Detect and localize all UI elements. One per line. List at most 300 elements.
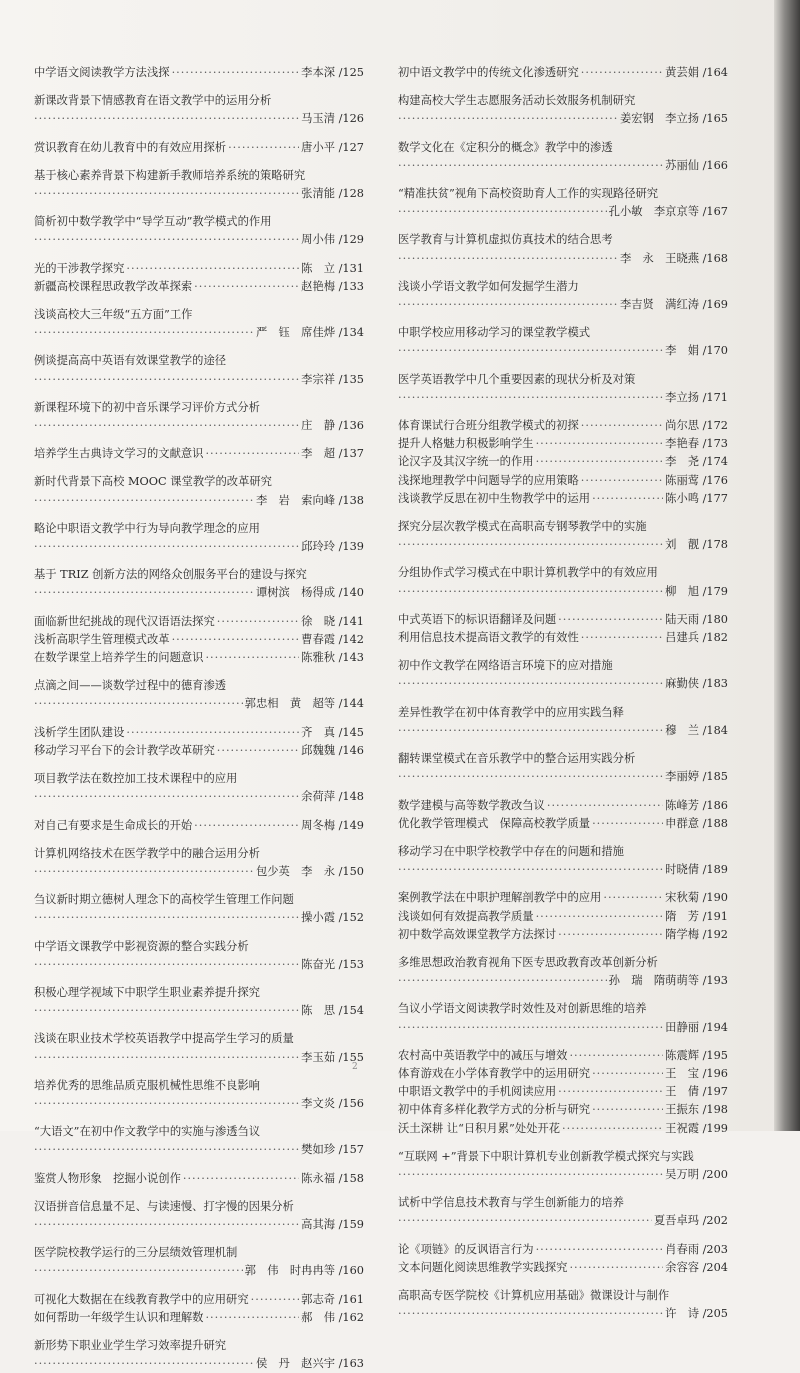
entry-author-page: 包少英 李 永 /150 bbox=[255, 864, 364, 878]
leader-dots bbox=[592, 1101, 663, 1119]
entry-gap bbox=[398, 879, 728, 889]
entry-gap bbox=[34, 463, 364, 473]
toc-entry bbox=[398, 435, 728, 453]
entry-gap bbox=[398, 314, 728, 324]
entry-gap bbox=[398, 833, 728, 843]
entry-gap bbox=[398, 1184, 728, 1194]
entry-title: 中学语文阅读教学方法浅探 bbox=[34, 66, 170, 79]
entry-gap bbox=[34, 203, 364, 213]
entry-title: 数学建模与高等数学教改刍议 bbox=[398, 798, 545, 812]
entry-title: 多维思想政治教育视角下医专思政教育改革创新分析 bbox=[398, 955, 658, 969]
leader-dots bbox=[398, 1019, 663, 1037]
toc-entry bbox=[398, 611, 728, 629]
entry-author-page: 李 尧 /174 bbox=[665, 455, 728, 469]
entry-author-page: 陈 立 /131 bbox=[301, 261, 364, 275]
entry-title: 翻转课堂模式在音乐教学中的整合运用实践分析 bbox=[398, 752, 636, 766]
toc-entry bbox=[398, 1083, 728, 1101]
entry-title: 移动学习在中职学校教学中存在的问题和措施 bbox=[398, 844, 624, 858]
entry-title: 略论中职语文教学中行为导向教学理念的应用 bbox=[34, 521, 260, 535]
entry-title: 论汉字及其汉字统一的作用 bbox=[398, 455, 534, 469]
entry-title: 医学院校教学运行的三分层绩效管理机制 bbox=[34, 1246, 238, 1260]
toc-entry bbox=[398, 1241, 728, 1259]
toc-entry bbox=[34, 92, 364, 128]
toc-entry bbox=[398, 472, 728, 490]
entry-title: 数学文化在《定积分的概念》教学中的渗透 bbox=[398, 140, 613, 154]
toc-entry bbox=[398, 231, 728, 267]
entry-gap bbox=[398, 361, 728, 371]
entry-title: 培养学生古典诗文学习的文献意识 bbox=[34, 447, 204, 461]
leader-dots bbox=[34, 492, 254, 510]
toc-entry bbox=[398, 1259, 728, 1277]
leader-dots bbox=[34, 695, 243, 713]
entry-author-page: 陈 思 /154 bbox=[301, 1004, 364, 1018]
leader-dots bbox=[558, 611, 663, 629]
entry-title: 浅谈小学语文教学如何发掘学生潜力 bbox=[398, 279, 579, 293]
leader-dots bbox=[172, 631, 300, 649]
entry-author-page: 李文炎 /156 bbox=[301, 1096, 364, 1110]
leader-dots bbox=[194, 278, 299, 296]
entry-author-page: 王祝霞 /199 bbox=[665, 1121, 728, 1135]
entry-gap bbox=[34, 1327, 364, 1337]
entry-author-page: 张清能 /128 bbox=[301, 187, 364, 201]
entry-author-page: 孙 瑞 隋萌萌等 /193 bbox=[608, 974, 728, 988]
entry-gap bbox=[398, 221, 728, 231]
entry-gap bbox=[34, 1067, 364, 1077]
entry-gap bbox=[34, 1234, 364, 1244]
toc-entry bbox=[398, 629, 728, 647]
entry-gap bbox=[398, 990, 728, 1000]
leader-dots bbox=[398, 389, 663, 407]
leader-dots bbox=[34, 1262, 243, 1280]
entry-title: 初中作文教学在网络语言环境下的应对措施 bbox=[398, 659, 613, 673]
entry-gap bbox=[34, 1281, 364, 1291]
entry-author-page: 郭志奇 /161 bbox=[301, 1292, 364, 1306]
entry-gap bbox=[398, 268, 728, 278]
entry-title: 提升人格魅力积极影响学生 bbox=[398, 437, 534, 451]
leader-dots bbox=[398, 583, 663, 601]
leader-dots bbox=[398, 536, 663, 554]
toc-entry bbox=[398, 371, 728, 407]
toc-entry bbox=[398, 1148, 728, 1184]
leader-dots bbox=[398, 972, 607, 990]
entry-title: 对自己有要求是生命成长的开始 bbox=[34, 818, 193, 832]
entry-author-page: 唐小平 /127 bbox=[301, 140, 364, 154]
entry-author-page: 王振东 /198 bbox=[665, 1103, 728, 1117]
toc-entry bbox=[34, 352, 364, 388]
toc-entry bbox=[34, 724, 364, 742]
toc-entry bbox=[398, 453, 728, 471]
entry-author-page: 吴万明 /200 bbox=[665, 1167, 728, 1181]
toc-entry bbox=[34, 677, 364, 713]
entry-author-page: 隋学梅 /192 bbox=[665, 927, 728, 941]
entry-author-page: 邱魏魏 /146 bbox=[301, 743, 364, 757]
entry-author-page: 郝 伟 /162 bbox=[301, 1310, 364, 1324]
toc-entry bbox=[398, 1000, 728, 1036]
entry-title: 高职高专医学院校《计算机应用基础》微课设计与制作 bbox=[398, 1288, 670, 1302]
entry-author-page: 陈小鸣 /177 bbox=[665, 491, 728, 505]
toc-entry bbox=[398, 797, 728, 815]
toc-entry bbox=[34, 1244, 364, 1280]
entry-gap bbox=[34, 1188, 364, 1198]
entry-author-page: 赵艳梅 /133 bbox=[301, 279, 364, 293]
entry-gap bbox=[398, 694, 728, 704]
entry-title: 新课改背景下情感教育在语文教学中的运用分析 bbox=[34, 94, 272, 108]
leader-dots bbox=[34, 538, 299, 556]
entry-gap bbox=[34, 1020, 364, 1030]
leader-dots bbox=[34, 1216, 299, 1234]
page-number: 2 bbox=[352, 1062, 358, 1072]
leader-dots bbox=[592, 490, 663, 508]
leader-dots bbox=[603, 889, 663, 907]
entry-title: 中职学校应用移动学习的课堂教学模式 bbox=[398, 326, 591, 340]
toc-entry bbox=[34, 1198, 364, 1234]
leader-dots bbox=[558, 1083, 663, 1101]
leader-dots bbox=[34, 185, 299, 203]
entry-title: 光的干涉教学探究 bbox=[34, 261, 125, 275]
toc-entry bbox=[398, 324, 728, 360]
entry-author-page: 刘 靓 /178 bbox=[665, 538, 728, 552]
toc-entry bbox=[34, 520, 364, 556]
entry-title: 基于 TRIZ 创新方法的网络众创服务平台的建设与探究 bbox=[34, 568, 307, 582]
entry-title: 中职语文教学中的手机阅读应用 bbox=[398, 1085, 557, 1099]
toc-entry bbox=[398, 843, 728, 879]
entry-gap bbox=[34, 1160, 364, 1170]
entry-title: 鉴赏人物形象 挖掘小说创作 bbox=[34, 1171, 181, 1185]
toc-entry bbox=[34, 1170, 364, 1188]
entry-title: 初中语文教学中的传统文化渗透研究 bbox=[398, 66, 579, 79]
entry-author-page: 马玉清 /126 bbox=[301, 112, 364, 126]
toc-entry bbox=[398, 278, 728, 314]
toc-entry bbox=[34, 473, 364, 509]
toc-entry bbox=[398, 750, 728, 786]
entry-title: 医学英语教学中几个重要因素的现状分析及对策 bbox=[398, 372, 636, 386]
entry-title: 汉语拼音信息量不足、与读速慢、打字慢的因果分析 bbox=[34, 1199, 294, 1213]
entry-title: 文本问题化阅读思维教学实践探究 bbox=[398, 1260, 568, 1274]
entry-gap bbox=[34, 714, 364, 724]
entry-title: 基于核心素养背景下构建新手教师培养系统的策略研究 bbox=[34, 168, 306, 182]
leader-dots bbox=[398, 203, 607, 221]
leader-dots bbox=[126, 260, 299, 278]
leader-dots bbox=[581, 472, 663, 490]
entry-title: 中学语文课教学中影视资源的整合实践分析 bbox=[34, 939, 249, 953]
toc-entry bbox=[34, 1077, 364, 1113]
leader-dots bbox=[205, 445, 299, 463]
entry-title: 医学教育与计算机虚拟仿真技术的结合思考 bbox=[398, 233, 613, 247]
toc-entry bbox=[34, 631, 364, 649]
entry-author-page: 申群意 /188 bbox=[665, 816, 728, 830]
entry-gap bbox=[34, 389, 364, 399]
toc-entry bbox=[34, 278, 364, 296]
leader-dots bbox=[205, 649, 299, 667]
entry-author-page: 李吉贤 满红涛 /169 bbox=[619, 298, 728, 312]
leader-dots bbox=[569, 1259, 663, 1277]
entry-author-page: 徐 晓 /141 bbox=[301, 614, 364, 628]
entry-author-page: 尚尔思 /172 bbox=[665, 419, 728, 433]
entry-gap bbox=[398, 1231, 728, 1241]
entry-title: “互联网 +”背景下中职计算机专业创新教学模式探究与实践 bbox=[398, 1149, 694, 1163]
leader-dots bbox=[34, 231, 299, 249]
leader-dots bbox=[398, 861, 663, 879]
entry-title: 积极心理学视域下中职学生职业素养提升探究 bbox=[34, 985, 260, 999]
toc-entry bbox=[34, 1309, 364, 1327]
toc-entry bbox=[34, 1030, 364, 1066]
entry-author-page: 郭忠相 黄 超等 /144 bbox=[244, 697, 364, 711]
toc-entry bbox=[34, 1291, 364, 1309]
leader-dots bbox=[398, 768, 663, 786]
entry-author-page: 王 倩 /197 bbox=[665, 1085, 728, 1099]
entry-title: 探究分层次教学模式在高职高专钢琴教学中的实施 bbox=[398, 520, 647, 534]
entry-author-page: 陆天雨 /180 bbox=[665, 612, 728, 626]
leader-dots bbox=[536, 435, 664, 453]
entry-author-page: 夏吾卓玛 /202 bbox=[653, 1214, 728, 1228]
leader-dots bbox=[558, 926, 663, 944]
toc-entry bbox=[34, 613, 364, 631]
entry-title: 在数学课堂上培养学生的问题意识 bbox=[34, 651, 204, 665]
toc-entry bbox=[34, 938, 364, 974]
entry-author-page: 庄 静 /136 bbox=[301, 419, 364, 433]
entry-title: 初中体育多样化教学方式的分析与研究 bbox=[398, 1103, 591, 1117]
leader-dots bbox=[398, 1166, 663, 1184]
entry-gap bbox=[34, 435, 364, 445]
entry-title: 浅析学生团队建设 bbox=[34, 725, 125, 739]
entry-author-page: 李宗祥 /135 bbox=[301, 372, 364, 386]
entry-title: 浅析高职学生管理模式改革 bbox=[34, 632, 170, 646]
book-spine-shadow bbox=[774, 0, 800, 1131]
entry-gap bbox=[34, 129, 364, 139]
leader-dots bbox=[398, 722, 663, 740]
entry-author-page: 姜宏钢 李立扬 /165 bbox=[619, 112, 728, 126]
entry-author-page: 余荷萍 /148 bbox=[301, 790, 364, 804]
entry-author-page: 李 岩 索向峰 /138 bbox=[255, 493, 364, 507]
entry-gap bbox=[34, 807, 364, 817]
leader-dots bbox=[536, 453, 664, 471]
entry-gap bbox=[34, 510, 364, 520]
entry-title: 如何帮助一年级学生认识和理解数 bbox=[34, 1310, 204, 1324]
leader-dots bbox=[34, 788, 299, 806]
entry-title: 简析初中数学教学中“导学互动”教学模式的作用 bbox=[34, 215, 272, 229]
toc-entry bbox=[398, 1047, 728, 1065]
entry-author-page: 陈奋光 /153 bbox=[301, 957, 364, 971]
entry-gap bbox=[398, 944, 728, 954]
entry-author-page: 操小霞 /152 bbox=[301, 911, 364, 925]
toc-entry bbox=[34, 306, 364, 342]
leader-dots bbox=[34, 956, 299, 974]
entry-gap bbox=[34, 881, 364, 891]
entry-author-page: 陈峰芳 /186 bbox=[665, 798, 728, 812]
toc-entry bbox=[398, 908, 728, 926]
toc-entry bbox=[34, 139, 364, 157]
leader-dots bbox=[34, 584, 254, 602]
toc-entry bbox=[34, 167, 364, 203]
toc-left-column bbox=[34, 64, 364, 1373]
entry-title: 可视化大数据在在线教育教学中的应用研究 bbox=[34, 1292, 249, 1306]
toc-entry bbox=[398, 1120, 728, 1138]
toc-entry bbox=[34, 817, 364, 835]
entry-title: 分组协作式学习模式在中职计算机教学中的有效应用 bbox=[398, 566, 658, 580]
entry-author-page: 苏丽仙 /166 bbox=[665, 158, 728, 172]
toc-entry bbox=[34, 64, 364, 82]
entry-author-page: 隋 芳 /191 bbox=[665, 909, 728, 923]
leader-dots bbox=[34, 324, 254, 342]
leader-dots bbox=[398, 110, 618, 128]
toc-entry bbox=[398, 417, 728, 435]
entry-title: 赏识教育在幼儿教育中的有效应用探析 bbox=[34, 140, 227, 154]
entry-author-page: 谭树滨 杨得成 /140 bbox=[255, 586, 364, 600]
entry-author-page: 李 娟 /170 bbox=[665, 344, 728, 358]
toc-entry bbox=[398, 564, 728, 600]
entry-author-page: 穆 兰 /184 bbox=[665, 723, 728, 737]
entry-gap bbox=[398, 1138, 728, 1148]
toc-entry bbox=[34, 770, 364, 806]
entry-author-page: 侯 丹 赵兴宇 /163 bbox=[255, 1357, 364, 1371]
toc-entry bbox=[398, 92, 728, 128]
entry-gap bbox=[34, 974, 364, 984]
entry-title: 中式英语下的标识语翻译及问题 bbox=[398, 612, 557, 626]
entry-author-page: 曹春霞 /142 bbox=[301, 632, 364, 646]
toc-entry bbox=[398, 815, 728, 833]
entry-gap bbox=[34, 556, 364, 566]
entry-gap bbox=[398, 601, 728, 611]
toc-entry bbox=[398, 1101, 728, 1119]
leader-dots bbox=[34, 1002, 299, 1020]
toc-entry bbox=[398, 1287, 728, 1323]
leader-dots bbox=[562, 1120, 663, 1138]
toc-entry bbox=[398, 64, 728, 82]
toc-entry bbox=[398, 185, 728, 221]
entry-author-page: 李玉茹 /155 bbox=[301, 1050, 364, 1064]
leader-dots bbox=[592, 815, 663, 833]
entry-author-page: 樊如珍 /157 bbox=[301, 1143, 364, 1157]
leader-dots bbox=[34, 1355, 254, 1373]
entry-author-page: 陈丽莺 /176 bbox=[665, 473, 728, 487]
entry-author-page: 时晓倩 /189 bbox=[665, 863, 728, 877]
entry-gap bbox=[34, 296, 364, 306]
entry-title: 新时代背景下高校 MOOC 课堂教学的改革研究 bbox=[34, 475, 272, 489]
leader-dots bbox=[194, 817, 299, 835]
entry-title: 浅谈高校大三年级“五方面”工作 bbox=[34, 308, 193, 322]
leader-dots bbox=[251, 1291, 299, 1309]
leader-dots bbox=[398, 342, 663, 360]
entry-author-page: 齐 真 /145 bbox=[301, 725, 364, 739]
entry-author-page: 肖春雨 /203 bbox=[665, 1242, 728, 1256]
entry-gap bbox=[398, 129, 728, 139]
toc-entry bbox=[34, 984, 364, 1020]
toc-entry bbox=[398, 657, 728, 693]
toc-entry bbox=[34, 213, 364, 249]
leader-dots bbox=[34, 371, 299, 389]
leader-dots bbox=[547, 797, 663, 815]
entry-gap bbox=[34, 342, 364, 352]
entry-author-page: 宋秋菊 /190 bbox=[665, 891, 728, 905]
leader-dots bbox=[34, 909, 299, 927]
entry-title: 移动学习平台下的会计教学改革研究 bbox=[34, 743, 215, 757]
entry-author-page: 周小伟 /129 bbox=[301, 233, 364, 247]
entry-title: 利用信息技术提高语文教学的有效性 bbox=[398, 631, 579, 645]
leader-dots bbox=[205, 1309, 299, 1327]
toc-entry bbox=[34, 649, 364, 667]
entry-author-page: 郭 伟 时冉冉等 /160 bbox=[244, 1264, 364, 1278]
entry-title: 新疆高校课程思政教学改革探索 bbox=[34, 279, 193, 293]
entry-title: 差异性教学在初中体育教学中的应用实践刍释 bbox=[398, 705, 624, 719]
toc-entry bbox=[34, 891, 364, 927]
entry-gap bbox=[398, 1037, 728, 1047]
entry-title: 面临新世纪挑战的现代汉语语法探究 bbox=[34, 614, 215, 628]
leader-dots bbox=[217, 742, 299, 760]
entry-author-page: 陈雅秋 /143 bbox=[301, 651, 364, 665]
leader-dots bbox=[398, 250, 618, 268]
entry-title: 刍议小学语文阅读教学时效性及对创新思维的培养 bbox=[398, 1002, 647, 1016]
leader-dots bbox=[581, 64, 663, 82]
entry-title: 浅探地理教学中问题导学的应用策略 bbox=[398, 473, 579, 487]
entry-title: 浅谈如何有效提高教学质量 bbox=[398, 909, 534, 923]
toc-right-column bbox=[398, 64, 728, 1323]
leader-dots bbox=[398, 1305, 663, 1323]
leader-dots bbox=[592, 1065, 663, 1083]
toc-entry bbox=[398, 139, 728, 175]
entry-title: 项目教学法在数控加工技术课程中的应用 bbox=[34, 772, 238, 786]
entry-gap bbox=[398, 554, 728, 564]
leader-dots bbox=[34, 110, 299, 128]
entry-title: 试析中学信息技术教育与学生创新能力的培养 bbox=[398, 1196, 624, 1210]
entry-author-page: 孔小敏 李京京等 /167 bbox=[608, 205, 728, 219]
toc-entry bbox=[398, 490, 728, 508]
entry-author-page: 田静丽 /194 bbox=[665, 1020, 728, 1034]
entry-title: 培养优秀的思维品质克服机械性思维不良影响 bbox=[34, 1078, 260, 1092]
toc-entry bbox=[398, 1194, 728, 1230]
entry-author-page: 严 钰 席佳烨 /134 bbox=[255, 326, 364, 340]
entry-gap bbox=[34, 667, 364, 677]
leader-dots bbox=[34, 1095, 299, 1113]
entry-gap bbox=[34, 157, 364, 167]
entry-author-page: 李立扬 /171 bbox=[665, 390, 728, 404]
entry-author-page: 李 超 /137 bbox=[301, 447, 364, 461]
entry-title: 浅谈教学反思在初中生物教学中的运用 bbox=[398, 491, 591, 505]
entry-gap bbox=[34, 928, 364, 938]
entry-title: 构建高校大学生志愿服务活动长效服务机制研究 bbox=[398, 94, 636, 108]
entry-gap bbox=[34, 1113, 364, 1123]
entry-author-page: 麻勤侠 /183 bbox=[665, 677, 728, 691]
entry-title: 优化教学管理模式 保障高校教学质量 bbox=[398, 816, 591, 830]
entry-author-page: 许 诗 /205 bbox=[665, 1307, 728, 1321]
entry-gap bbox=[34, 760, 364, 770]
entry-author-page: 陈永福 /158 bbox=[301, 1171, 364, 1185]
entry-title: 新课程环境下的初中音乐课学习评价方式分析 bbox=[34, 400, 260, 414]
entry-author-page: 余容容 /204 bbox=[665, 1260, 728, 1274]
entry-gap bbox=[34, 603, 364, 613]
entry-gap bbox=[398, 740, 728, 750]
entry-title: “精准扶贫”视角下高校资助育人工作的实现路径研究 bbox=[398, 187, 659, 201]
leader-dots bbox=[536, 908, 664, 926]
leader-dots bbox=[34, 1049, 299, 1067]
entry-author-page: 李 永 王晓燕 /168 bbox=[619, 251, 728, 265]
leader-dots bbox=[398, 157, 663, 175]
entry-gap bbox=[398, 787, 728, 797]
entry-gap bbox=[34, 835, 364, 845]
entry-gap bbox=[34, 250, 364, 260]
toc-entry bbox=[398, 926, 728, 944]
leader-dots bbox=[581, 417, 663, 435]
entry-author-page: 李丽婷 /185 bbox=[665, 770, 728, 784]
entry-title: 初中数学高效课堂教学方法探讨 bbox=[398, 927, 557, 941]
toc-entry bbox=[34, 399, 364, 435]
leader-dots bbox=[34, 1141, 299, 1159]
leader-dots bbox=[536, 1241, 664, 1259]
leader-dots bbox=[569, 1047, 663, 1065]
toc-entry bbox=[34, 260, 364, 278]
entry-author-page: 周冬梅 /149 bbox=[301, 818, 364, 832]
entry-title: 浅谈在职业技术学校英语教学中提高学生学习的质量 bbox=[34, 1032, 294, 1046]
leader-dots bbox=[183, 1170, 299, 1188]
